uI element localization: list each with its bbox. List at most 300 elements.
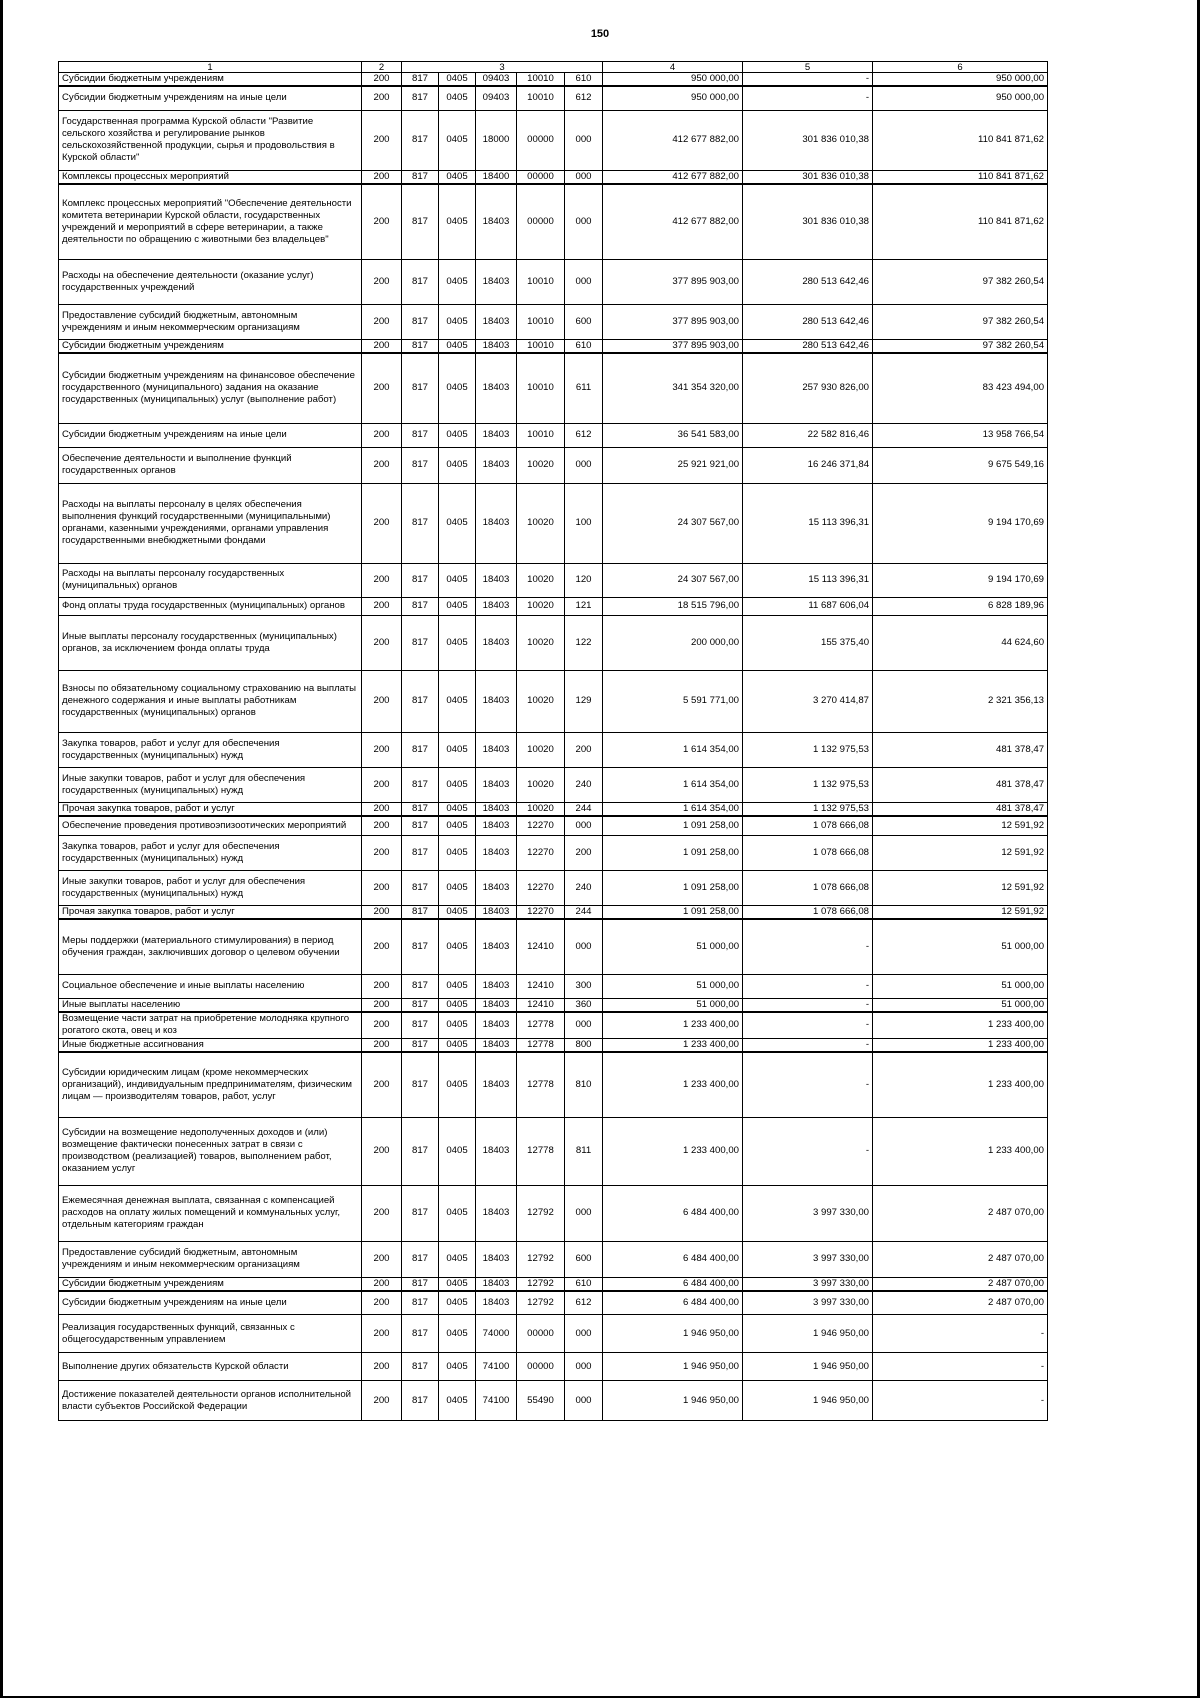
amount-col-4: 377 895 903,00 bbox=[603, 340, 743, 354]
code-direction: 10010 bbox=[517, 73, 565, 87]
code-program: 18403 bbox=[476, 802, 517, 816]
code-direction: 00000 bbox=[517, 170, 565, 184]
code-program: 18403 bbox=[476, 615, 517, 670]
row-name: Иные выплаты населению bbox=[59, 998, 362, 1012]
code-program: 18403 bbox=[476, 732, 517, 767]
amount-col-6: 2 487 070,00 bbox=[873, 1291, 1048, 1315]
code-direction: 12270 bbox=[517, 906, 565, 920]
code-program: 18403 bbox=[476, 340, 517, 354]
amount-col-6: 1 233 400,00 bbox=[873, 1012, 1048, 1039]
amount-col-4: 1 091 258,00 bbox=[603, 836, 743, 871]
code-expense-type: 610 bbox=[565, 1277, 603, 1291]
table-row bbox=[59, 670, 1048, 732]
code-expense-type: 120 bbox=[565, 563, 603, 597]
amount-col-5: 15 113 396,31 bbox=[743, 483, 873, 563]
code-section: 0405 bbox=[439, 1353, 476, 1381]
code-col-2: 200 bbox=[362, 1353, 402, 1381]
code-ministry: 817 bbox=[402, 423, 439, 447]
amount-col-6: - bbox=[873, 1353, 1048, 1381]
code-section: 0405 bbox=[439, 906, 476, 920]
code-col-2: 200 bbox=[362, 1381, 402, 1421]
table-row bbox=[59, 1117, 1048, 1185]
code-section: 0405 bbox=[439, 1185, 476, 1241]
table-row bbox=[59, 353, 1048, 423]
amount-col-6: 51 000,00 bbox=[873, 998, 1048, 1012]
code-direction: 00000 bbox=[517, 1353, 565, 1381]
code-program: 18403 bbox=[476, 1277, 517, 1291]
table-row bbox=[59, 816, 1048, 836]
amount-col-4: 1 614 354,00 bbox=[603, 767, 743, 802]
code-expense-type: 600 bbox=[565, 1241, 603, 1277]
code-ministry: 817 bbox=[402, 184, 439, 260]
amount-col-5: 1 078 666,08 bbox=[743, 871, 873, 906]
table-row bbox=[59, 1039, 1048, 1053]
row-name: Иные выплаты персоналу государственных (муниципальных) органов, за исключением фонда оплаты труда bbox=[59, 615, 362, 670]
table-row bbox=[59, 73, 1048, 87]
amount-col-4: 51 000,00 bbox=[603, 919, 743, 974]
code-direction: 10020 bbox=[517, 483, 565, 563]
amount-col-5: 301 836 010,38 bbox=[743, 110, 873, 170]
code-expense-type: 612 bbox=[565, 1291, 603, 1315]
amount-col-6: 51 000,00 bbox=[873, 919, 1048, 974]
row-name: Иные бюджетные ассигнования bbox=[59, 1039, 362, 1053]
amount-col-4: 1 233 400,00 bbox=[603, 1012, 743, 1039]
code-ministry: 817 bbox=[402, 871, 439, 906]
code-section: 0405 bbox=[439, 998, 476, 1012]
code-section: 0405 bbox=[439, 836, 476, 871]
code-direction: 10010 bbox=[517, 260, 565, 305]
code-expense-type: 000 bbox=[565, 816, 603, 836]
amount-col-5: 3 997 330,00 bbox=[743, 1291, 873, 1315]
code-section: 0405 bbox=[439, 184, 476, 260]
code-section: 0405 bbox=[439, 615, 476, 670]
code-ministry: 817 bbox=[402, 110, 439, 170]
amount-col-6: 13 958 766,54 bbox=[873, 423, 1048, 447]
code-section: 0405 bbox=[439, 1052, 476, 1117]
amount-col-4: 1 614 354,00 bbox=[603, 802, 743, 816]
code-ministry: 817 bbox=[402, 86, 439, 110]
code-ministry: 817 bbox=[402, 340, 439, 354]
code-program: 74000 bbox=[476, 1315, 517, 1353]
code-col-2: 200 bbox=[362, 353, 402, 423]
amount-col-5: - bbox=[743, 1039, 873, 1053]
code-ministry: 817 bbox=[402, 1241, 439, 1277]
code-expense-type: 200 bbox=[565, 836, 603, 871]
table-row bbox=[59, 767, 1048, 802]
table-row bbox=[59, 1185, 1048, 1241]
row-name: Обеспечение проведения противоэпизоотических мероприятий bbox=[59, 816, 362, 836]
code-expense-type: 000 bbox=[565, 184, 603, 260]
code-direction: 10020 bbox=[517, 767, 565, 802]
table-row bbox=[59, 86, 1048, 110]
code-ministry: 817 bbox=[402, 906, 439, 920]
table-row bbox=[59, 1241, 1048, 1277]
amount-col-5: 280 513 642,46 bbox=[743, 260, 873, 305]
code-section: 0405 bbox=[439, 919, 476, 974]
code-program: 18403 bbox=[476, 353, 517, 423]
column-header-2: 2 bbox=[362, 62, 402, 73]
code-col-2: 200 bbox=[362, 260, 402, 305]
code-ministry: 817 bbox=[402, 816, 439, 836]
code-section: 0405 bbox=[439, 1117, 476, 1185]
code-expense-type: 000 bbox=[565, 1012, 603, 1039]
row-name: Иные закупки товаров, работ и услуг для обеспечения государственных (муниципальных) нужд bbox=[59, 767, 362, 802]
code-direction: 10010 bbox=[517, 353, 565, 423]
amount-col-5: - bbox=[743, 1117, 873, 1185]
code-section: 0405 bbox=[439, 1315, 476, 1353]
row-name: Предоставление субсидий бюджетным, автономным учреждениям и иным некоммерческим организациям bbox=[59, 1241, 362, 1277]
code-program: 18403 bbox=[476, 184, 517, 260]
amount-col-5: 1 132 975,53 bbox=[743, 802, 873, 816]
code-expense-type: 800 bbox=[565, 1039, 603, 1053]
code-program: 18403 bbox=[476, 670, 517, 732]
code-section: 0405 bbox=[439, 340, 476, 354]
code-col-2: 200 bbox=[362, 836, 402, 871]
row-name: Закупка товаров, работ и услуг для обеспечения государственных (муниципальных) нужд bbox=[59, 836, 362, 871]
code-program: 18403 bbox=[476, 1012, 517, 1039]
amount-col-6: 51 000,00 bbox=[873, 974, 1048, 998]
code-expense-type: 610 bbox=[565, 340, 603, 354]
code-section: 0405 bbox=[439, 170, 476, 184]
code-direction: 10020 bbox=[517, 670, 565, 732]
amount-col-5: 3 997 330,00 bbox=[743, 1185, 873, 1241]
table-body bbox=[59, 73, 1048, 1421]
amount-col-4: 950 000,00 bbox=[603, 73, 743, 87]
code-ministry: 817 bbox=[402, 1277, 439, 1291]
amount-col-5: 15 113 396,31 bbox=[743, 563, 873, 597]
code-program: 18403 bbox=[476, 1291, 517, 1315]
amount-col-6: - bbox=[873, 1315, 1048, 1353]
row-name: Субсидии бюджетным учреждениям на иные цели bbox=[59, 423, 362, 447]
amount-col-4: 51 000,00 bbox=[603, 998, 743, 1012]
code-col-2: 200 bbox=[362, 816, 402, 836]
amount-col-6: 1 233 400,00 bbox=[873, 1117, 1048, 1185]
code-col-2: 200 bbox=[362, 1117, 402, 1185]
code-program: 18403 bbox=[476, 871, 517, 906]
row-name: Прочая закупка товаров, работ и услуг bbox=[59, 906, 362, 920]
code-ministry: 817 bbox=[402, 802, 439, 816]
code-col-2: 200 bbox=[362, 871, 402, 906]
code-expense-type: 000 bbox=[565, 919, 603, 974]
code-direction: 12792 bbox=[517, 1185, 565, 1241]
row-name: Субсидии юридическим лицам (кроме некоммерческих организаций), индивидуальным предпринимателям, физическим лицам — производителям товаров, работ, услуг bbox=[59, 1052, 362, 1117]
code-section: 0405 bbox=[439, 305, 476, 340]
row-name: Субсидии бюджетным учреждениям bbox=[59, 340, 362, 354]
code-section: 0405 bbox=[439, 1012, 476, 1039]
amount-col-4: 1 091 258,00 bbox=[603, 871, 743, 906]
amount-col-6: 97 382 260,54 bbox=[873, 340, 1048, 354]
row-name: Субсидии на возмещение недополученных доходов и (или) возмещение фактически понесенных затрат в связи с производством (реализацией) товаров, выполнением работ, оказанием услуг bbox=[59, 1117, 362, 1185]
code-col-2: 200 bbox=[362, 802, 402, 816]
amount-col-4: 1 946 950,00 bbox=[603, 1381, 743, 1421]
code-ministry: 817 bbox=[402, 305, 439, 340]
code-col-2: 200 bbox=[362, 1185, 402, 1241]
row-name: Субсидии бюджетным учреждениям bbox=[59, 1277, 362, 1291]
code-direction: 12778 bbox=[517, 1117, 565, 1185]
amount-col-4: 412 677 882,00 bbox=[603, 184, 743, 260]
amount-col-4: 6 484 400,00 bbox=[603, 1241, 743, 1277]
amount-col-5: 22 582 816,46 bbox=[743, 423, 873, 447]
code-expense-type: 000 bbox=[565, 110, 603, 170]
row-name: Комплекс процессных мероприятий "Обеспечение деятельности комитета ветеринарии Курской области, государственных учреждений и мероприятий в сфере ветеринарии, а также деятельности по обращению с животными без владельцев" bbox=[59, 184, 362, 260]
amount-col-6: 1 233 400,00 bbox=[873, 1039, 1048, 1053]
amount-col-4: 1 614 354,00 bbox=[603, 732, 743, 767]
table-row bbox=[59, 732, 1048, 767]
code-program: 18403 bbox=[476, 563, 517, 597]
amount-col-4: 412 677 882,00 bbox=[603, 170, 743, 184]
code-direction: 10010 bbox=[517, 86, 565, 110]
code-expense-type: 000 bbox=[565, 1381, 603, 1421]
amount-col-6: 2 487 070,00 bbox=[873, 1277, 1048, 1291]
row-name: Выполнение других обязательств Курской области bbox=[59, 1353, 362, 1381]
amount-col-5: 1 946 950,00 bbox=[743, 1315, 873, 1353]
amount-col-5: 11 687 606,04 bbox=[743, 597, 873, 615]
code-program: 18403 bbox=[476, 919, 517, 974]
code-program: 18403 bbox=[476, 974, 517, 998]
amount-col-4: 6 484 400,00 bbox=[603, 1277, 743, 1291]
code-section: 0405 bbox=[439, 1291, 476, 1315]
code-program: 18403 bbox=[476, 816, 517, 836]
row-name: Взносы по обязательному социальному страхованию на выплаты денежного содержания и иные выплаты работникам государственных (муниципальных) органов bbox=[59, 670, 362, 732]
code-section: 0405 bbox=[439, 1277, 476, 1291]
code-col-2: 200 bbox=[362, 1277, 402, 1291]
code-col-2: 200 bbox=[362, 1039, 402, 1053]
code-direction: 12792 bbox=[517, 1241, 565, 1277]
table-row bbox=[59, 340, 1048, 354]
row-name: Обеспечение деятельности и выполнение функций государственных органов bbox=[59, 447, 362, 483]
budget-table bbox=[58, 61, 1048, 1421]
code-expense-type: 000 bbox=[565, 170, 603, 184]
code-program: 18403 bbox=[476, 1241, 517, 1277]
code-section: 0405 bbox=[439, 86, 476, 110]
column-header-6: 6 bbox=[873, 62, 1048, 73]
table-row bbox=[59, 974, 1048, 998]
amount-col-4: 6 484 400,00 bbox=[603, 1291, 743, 1315]
amount-col-4: 341 354 320,00 bbox=[603, 353, 743, 423]
amount-col-5: - bbox=[743, 73, 873, 87]
code-program: 18403 bbox=[476, 447, 517, 483]
code-col-2: 200 bbox=[362, 340, 402, 354]
code-expense-type: 610 bbox=[565, 73, 603, 87]
table-row bbox=[59, 184, 1048, 260]
row-name: Расходы на выплаты персоналу государственных (муниципальных) органов bbox=[59, 563, 362, 597]
table-row bbox=[59, 998, 1048, 1012]
code-direction: 00000 bbox=[517, 184, 565, 260]
code-direction: 12270 bbox=[517, 836, 565, 871]
table-row bbox=[59, 305, 1048, 340]
amount-col-4: 24 307 567,00 bbox=[603, 563, 743, 597]
code-ministry: 817 bbox=[402, 1052, 439, 1117]
row-name: Государственная программа Курской области "Развитие сельского хозяйства и регулирование рынков сельскохозяйственной продукции, сырья и продовольствия в Курской области" bbox=[59, 110, 362, 170]
amount-col-5: 16 246 371,84 bbox=[743, 447, 873, 483]
code-ministry: 817 bbox=[402, 767, 439, 802]
table-row bbox=[59, 615, 1048, 670]
code-direction: 12270 bbox=[517, 816, 565, 836]
code-section: 0405 bbox=[439, 974, 476, 998]
amount-col-6: - bbox=[873, 1381, 1048, 1421]
code-program: 18403 bbox=[476, 597, 517, 615]
code-ministry: 817 bbox=[402, 1012, 439, 1039]
code-program: 74100 bbox=[476, 1353, 517, 1381]
amount-col-5: 1 946 950,00 bbox=[743, 1381, 873, 1421]
code-col-2: 200 bbox=[362, 1241, 402, 1277]
amount-col-4: 1 946 950,00 bbox=[603, 1315, 743, 1353]
code-section: 0405 bbox=[439, 73, 476, 87]
amount-col-4: 1 091 258,00 bbox=[603, 816, 743, 836]
code-expense-type: 612 bbox=[565, 423, 603, 447]
amount-col-6: 2 487 070,00 bbox=[873, 1185, 1048, 1241]
code-expense-type: 000 bbox=[565, 1185, 603, 1241]
code-section: 0405 bbox=[439, 447, 476, 483]
code-section: 0405 bbox=[439, 767, 476, 802]
row-name: Субсидии бюджетным учреждениям на иные цели bbox=[59, 1291, 362, 1315]
table-row bbox=[59, 1052, 1048, 1117]
amount-col-4: 377 895 903,00 bbox=[603, 305, 743, 340]
amount-col-6: 110 841 871,62 bbox=[873, 110, 1048, 170]
code-section: 0405 bbox=[439, 110, 476, 170]
code-direction: 10020 bbox=[517, 563, 565, 597]
code-program: 18403 bbox=[476, 483, 517, 563]
amount-col-5: - bbox=[743, 998, 873, 1012]
code-ministry: 817 bbox=[402, 597, 439, 615]
row-name: Иные закупки товаров, работ и услуг для обеспечения государственных (муниципальных) нужд bbox=[59, 871, 362, 906]
code-direction: 12410 bbox=[517, 974, 565, 998]
amount-col-5: 3 997 330,00 bbox=[743, 1241, 873, 1277]
code-direction: 12410 bbox=[517, 998, 565, 1012]
amount-col-4: 950 000,00 bbox=[603, 86, 743, 110]
table-row bbox=[59, 802, 1048, 816]
table-row bbox=[59, 260, 1048, 305]
amount-col-5: - bbox=[743, 86, 873, 110]
code-ministry: 817 bbox=[402, 73, 439, 87]
amount-col-5: - bbox=[743, 1012, 873, 1039]
table-row bbox=[59, 871, 1048, 906]
code-ministry: 817 bbox=[402, 670, 439, 732]
amount-col-4: 1 946 950,00 bbox=[603, 1353, 743, 1381]
amount-col-5: 301 836 010,38 bbox=[743, 170, 873, 184]
amount-col-6: 481 378,47 bbox=[873, 732, 1048, 767]
amount-col-4: 1 233 400,00 bbox=[603, 1052, 743, 1117]
table-header bbox=[59, 62, 1048, 73]
code-direction: 12778 bbox=[517, 1012, 565, 1039]
row-name: Закупка товаров, работ и услуг для обеспечения государственных (муниципальных) нужд bbox=[59, 732, 362, 767]
code-expense-type: 810 bbox=[565, 1052, 603, 1117]
amount-col-5: 301 836 010,38 bbox=[743, 184, 873, 260]
code-direction: 00000 bbox=[517, 1315, 565, 1353]
amount-col-4: 51 000,00 bbox=[603, 974, 743, 998]
code-program: 18400 bbox=[476, 170, 517, 184]
code-direction: 10020 bbox=[517, 447, 565, 483]
amount-col-6: 481 378,47 bbox=[873, 767, 1048, 802]
amount-col-4: 25 921 921,00 bbox=[603, 447, 743, 483]
amount-col-5: 1 078 666,08 bbox=[743, 816, 873, 836]
table-row bbox=[59, 836, 1048, 871]
amount-col-5: 3 997 330,00 bbox=[743, 1277, 873, 1291]
code-direction: 10020 bbox=[517, 615, 565, 670]
table-row bbox=[59, 1353, 1048, 1381]
code-section: 0405 bbox=[439, 597, 476, 615]
row-name: Субсидии бюджетным учреждениям bbox=[59, 73, 362, 87]
table-row bbox=[59, 1277, 1048, 1291]
table-row bbox=[59, 919, 1048, 974]
code-expense-type: 612 bbox=[565, 86, 603, 110]
column-header-3: 3 bbox=[402, 62, 603, 73]
table-row bbox=[59, 110, 1048, 170]
code-direction: 12778 bbox=[517, 1052, 565, 1117]
code-expense-type: 244 bbox=[565, 906, 603, 920]
row-name: Реализация государственных функций, связанных с общегосударственным управлением bbox=[59, 1315, 362, 1353]
amount-col-4: 1 233 400,00 bbox=[603, 1117, 743, 1185]
code-col-2: 200 bbox=[362, 73, 402, 87]
code-program: 18403 bbox=[476, 1185, 517, 1241]
code-program: 09403 bbox=[476, 73, 517, 87]
code-ministry: 817 bbox=[402, 447, 439, 483]
amount-col-5: 1 132 975,53 bbox=[743, 732, 873, 767]
code-col-2: 200 bbox=[362, 998, 402, 1012]
code-direction: 12270 bbox=[517, 871, 565, 906]
code-expense-type: 240 bbox=[565, 767, 603, 802]
code-col-2: 200 bbox=[362, 1012, 402, 1039]
column-header-5: 5 bbox=[743, 62, 873, 73]
code-col-2: 200 bbox=[362, 1291, 402, 1315]
code-program: 18403 bbox=[476, 836, 517, 871]
amount-col-6: 12 591,92 bbox=[873, 816, 1048, 836]
amount-col-5: 280 513 642,46 bbox=[743, 305, 873, 340]
code-direction: 10010 bbox=[517, 305, 565, 340]
code-col-2: 200 bbox=[362, 86, 402, 110]
amount-col-4: 6 484 400,00 bbox=[603, 1185, 743, 1241]
code-expense-type: 611 bbox=[565, 353, 603, 423]
code-direction: 12778 bbox=[517, 1039, 565, 1053]
code-direction: 10020 bbox=[517, 802, 565, 816]
amount-col-5: 1 078 666,08 bbox=[743, 836, 873, 871]
code-direction: 12792 bbox=[517, 1291, 565, 1315]
amount-col-5: 1 946 950,00 bbox=[743, 1353, 873, 1381]
column-header-4: 4 bbox=[603, 62, 743, 73]
code-col-2: 200 bbox=[362, 184, 402, 260]
code-direction: 00000 bbox=[517, 110, 565, 170]
code-expense-type: 000 bbox=[565, 1315, 603, 1353]
table-row bbox=[59, 1315, 1048, 1353]
code-ministry: 817 bbox=[402, 1291, 439, 1315]
amount-col-6: 97 382 260,54 bbox=[873, 305, 1048, 340]
code-expense-type: 000 bbox=[565, 260, 603, 305]
amount-col-6: 110 841 871,62 bbox=[873, 170, 1048, 184]
amount-col-6: 12 591,92 bbox=[873, 871, 1048, 906]
amount-col-6: 950 000,00 bbox=[873, 86, 1048, 110]
code-col-2: 200 bbox=[362, 483, 402, 563]
table-row bbox=[59, 447, 1048, 483]
row-name: Комплексы процессных мероприятий bbox=[59, 170, 362, 184]
code-direction: 10020 bbox=[517, 597, 565, 615]
code-expense-type: 244 bbox=[565, 802, 603, 816]
code-expense-type: 000 bbox=[565, 1353, 603, 1381]
code-col-2: 200 bbox=[362, 1315, 402, 1353]
amount-col-6: 12 591,92 bbox=[873, 836, 1048, 871]
page-number: 150 bbox=[590, 28, 610, 40]
row-name: Субсидии бюджетным учреждениям на финансовое обеспечение государственного (муниципального) задания на оказание государственных (муниципальных) услуг (выполнение работ) bbox=[59, 353, 362, 423]
code-expense-type: 200 bbox=[565, 732, 603, 767]
code-ministry: 817 bbox=[402, 1315, 439, 1353]
code-direction: 10010 bbox=[517, 423, 565, 447]
code-ministry: 817 bbox=[402, 483, 439, 563]
code-section: 0405 bbox=[439, 871, 476, 906]
code-program: 18403 bbox=[476, 998, 517, 1012]
code-expense-type: 100 bbox=[565, 483, 603, 563]
code-ministry: 817 bbox=[402, 1381, 439, 1421]
scan-edge-left bbox=[0, 0, 3, 1698]
code-expense-type: 129 bbox=[565, 670, 603, 732]
